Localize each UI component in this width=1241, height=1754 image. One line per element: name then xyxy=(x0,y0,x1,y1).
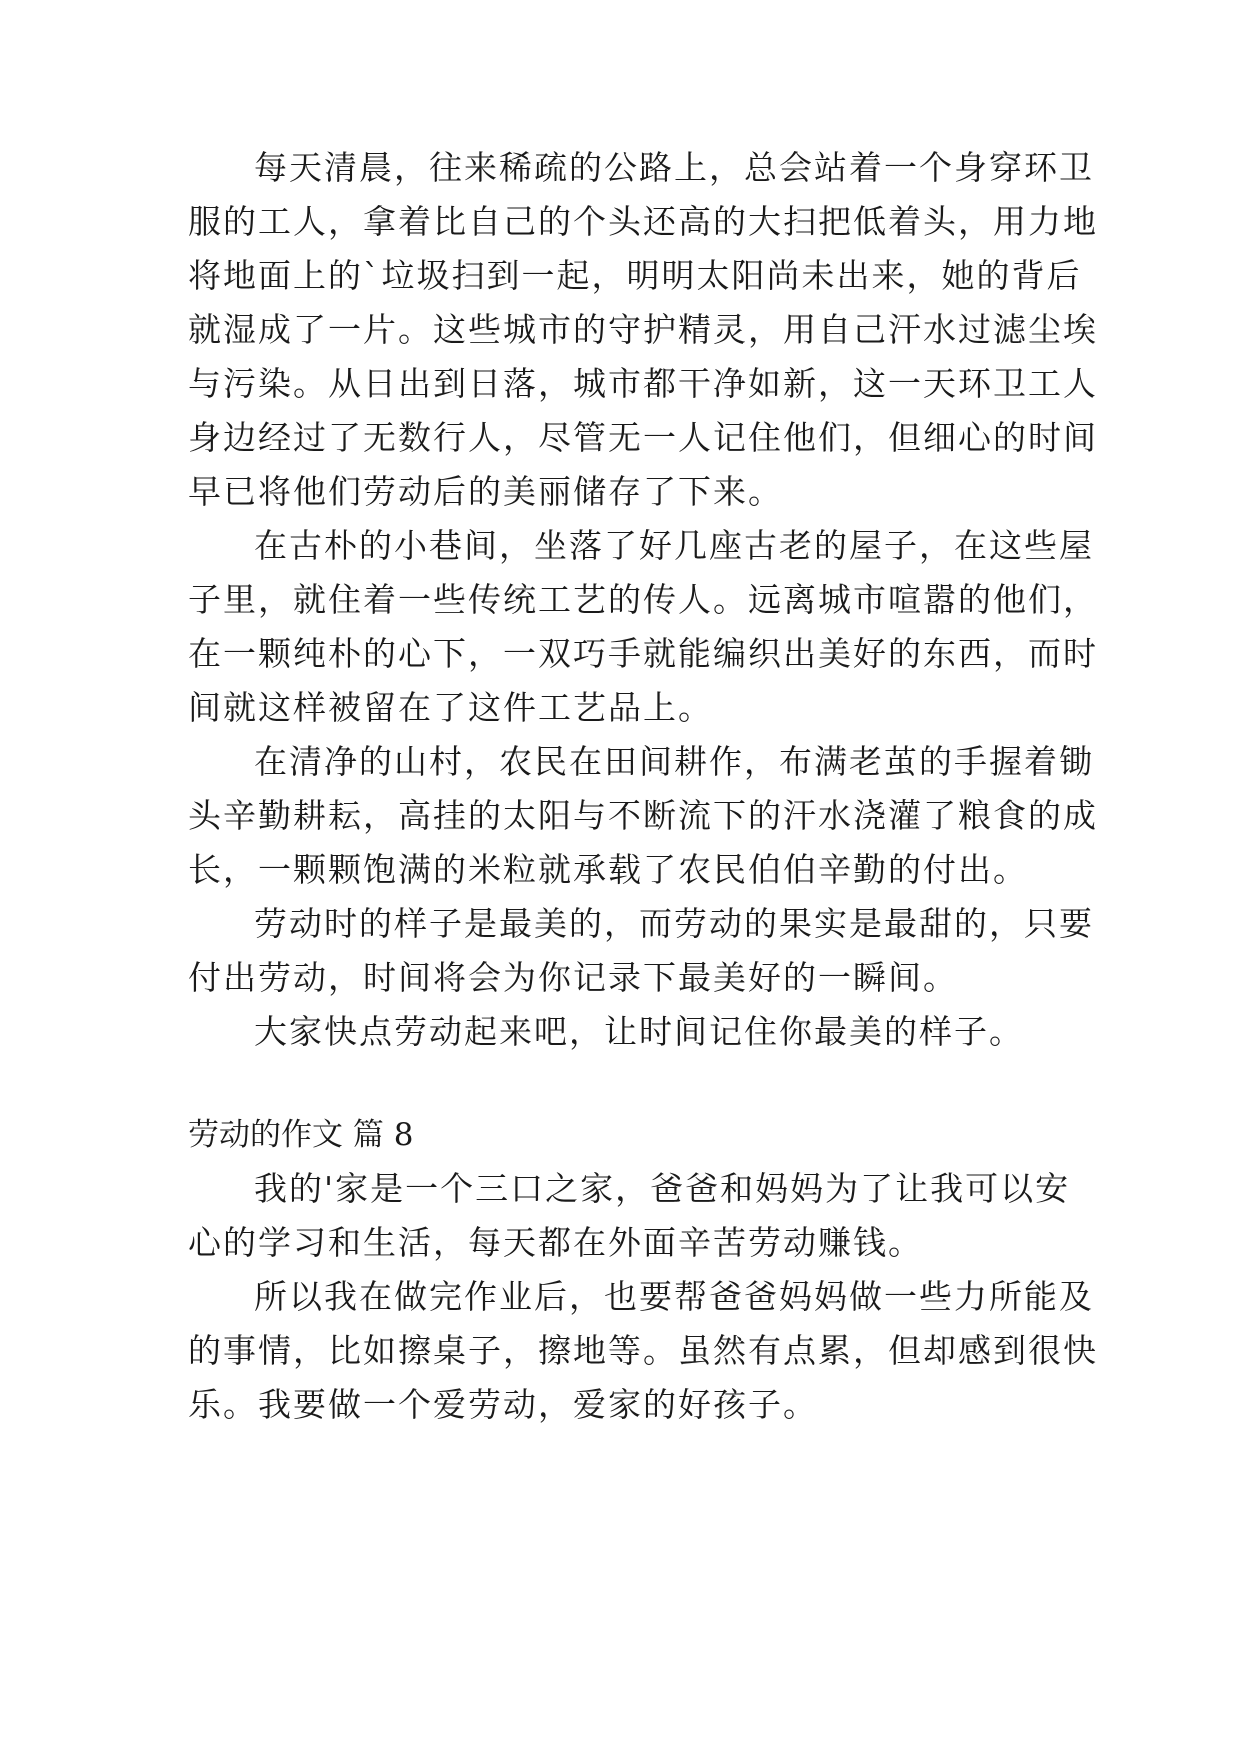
paragraph-line: 在古朴的小巷间，坐落了好几座古老的屋子，在这些屋 xyxy=(254,526,1094,565)
paragraph-line: 早已将他们劳动后的美丽储存了下来。 xyxy=(188,472,783,511)
paragraph-line: 间就这样被留在了这件工艺品上。 xyxy=(188,688,713,727)
paragraph-line: 劳动时的样子是最美的，而劳动的果实是最甜的，只要 xyxy=(254,904,1094,943)
paragraph-line: 心的学习和生活，每天都在外面辛苦劳动赚钱。 xyxy=(188,1223,923,1262)
section-title: 劳动的作文 篇 8 xyxy=(188,1117,414,1153)
paragraph-line: 子里，就住着一些传统工艺的传人。远离城市喧嚣的他们， xyxy=(188,580,1098,619)
paragraph-line: 就湿成了一片。这些城市的守护精灵，用自己汗水过滤尘埃 xyxy=(188,310,1098,349)
paragraph-line: 所以我在做完作业后，也要帮爸爸妈妈做一些力所能及 xyxy=(254,1277,1094,1316)
paragraph-line: 头辛勤耕耘，高挂的太阳与不断流下的汗水浇灌了粮食的成 xyxy=(188,796,1098,835)
paragraph-line: 与污染。从日出到日落，城市都干净如新，这一天环卫工人 xyxy=(188,364,1098,403)
paragraph-line: 乐。我要做一个爱劳动，爱家的好孩子。 xyxy=(188,1385,818,1424)
paragraph-line: 我的'家是一个三口之家，爸爸和妈妈为了让我可以安 xyxy=(254,1169,1071,1208)
paragraph-line: 长，一颗颗饱满的米粒就承载了农民伯伯辛勤的付出。 xyxy=(188,850,1028,889)
paragraph-line: 大家快点劳动起来吧，让时间记住你最美的样子。 xyxy=(254,1012,1024,1051)
paragraph-line: 付出劳动，时间将会为你记录下最美好的一瞬间。 xyxy=(188,958,958,997)
paragraph-line: 每天清晨，往来稀疏的公路上，总会站着一个身穿环卫 xyxy=(254,148,1094,187)
paragraph-line: 服的工人，拿着比自己的个头还高的大扫把低着头，用力地 xyxy=(188,202,1098,241)
paragraph-line: 将地面上的`垃圾扫到一起，明明太阳尚未出来，她的背后 xyxy=(188,256,1082,295)
paragraph-line: 的事情，比如擦桌子，擦地等。虽然有点累，但却感到很快 xyxy=(188,1331,1098,1370)
paragraph-line: 身边经过了无数行人，尽管无一人记住他们，但细心的时间 xyxy=(188,418,1098,457)
paragraph-line: 在清净的山村，农民在田间耕作，布满老茧的手握着锄 xyxy=(254,742,1094,781)
paragraph-line: 在一颗纯朴的心下，一双巧手就能编织出美好的东西，而时 xyxy=(188,634,1098,673)
